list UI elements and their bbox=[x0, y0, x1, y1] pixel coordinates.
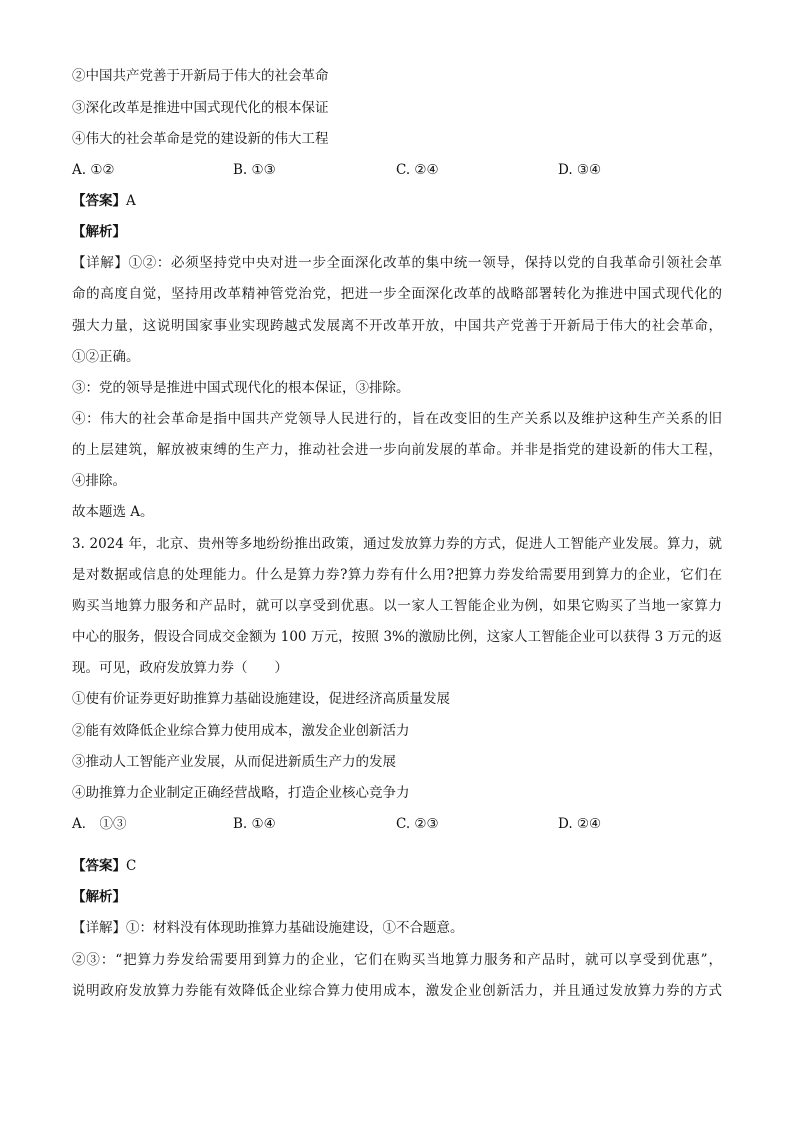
q2-item-4: ④伟大的社会革命是党的建设新的伟大工程 bbox=[72, 131, 329, 147]
q3-stem-line-1: 3. 2024 年，北京、贵州等多地纷纷推出政策，通过发放算力券的方式，促进人工智能产业发展。算力，就 bbox=[72, 536, 722, 552]
q3-analysis-label: 【解析】 bbox=[72, 889, 126, 905]
q3-option-a: A． ①③ bbox=[72, 816, 127, 832]
q3-item-1: ①使有价证券更好助推算力基础设施建设，促进经济高质量发展 bbox=[72, 691, 450, 707]
q2-detail-line-1: 【详解】①②：必须坚持党中央对进一步全面深化改革的集中统一领导，保持以党的自我革命引领社会革 bbox=[72, 255, 722, 271]
q2-item-3: ③深化改革是推进中国式现代化的根本保证 bbox=[72, 100, 329, 116]
q2-option-c: C. ②④ bbox=[396, 162, 439, 178]
q3-detail-line-2: ②③：“把算力券发给需要用到算力的企业，它们在购买当地算力服务和产品时，就可以享受到优惠”， bbox=[72, 952, 722, 968]
q2-detail-line-4: ①②正确。 bbox=[72, 349, 140, 365]
q2-detail-line-3: 强大力量，这说明国家事业实现跨越式发展离不开改革开放，中国共产党善于开新局于伟大的社会革命， bbox=[72, 318, 722, 334]
q2-detail-line-8: ④排除。 bbox=[72, 473, 126, 489]
q2-answer bbox=[72, 191, 136, 211]
q3-answer-value: C bbox=[126, 858, 137, 874]
q3-item-4: ④助推算力企业制定正确经营战略，打造企业核心竞争力 bbox=[72, 785, 410, 801]
q2-option-d: D. ③④ bbox=[558, 162, 602, 178]
q2-item-2: ②中国共产党善于开新局于伟大的社会革命 bbox=[72, 68, 329, 84]
q2-options bbox=[72, 160, 722, 180]
q3-stem-line-2: 是对数据或信息的处理能力。什么是算力券?算力券有什么用?把算力券发给需要用到算力的企业，它们在 bbox=[72, 567, 722, 583]
q2-conclusion: 故本题选 A。 bbox=[72, 504, 154, 520]
q2-detail-line-5: ③：党的领导是推进中国式现代化的根本保证，③排除。 bbox=[72, 380, 410, 396]
q2-option-a: A. ①② bbox=[72, 162, 115, 178]
q2-analysis-label: 【解析】 bbox=[72, 224, 126, 240]
q3-answer bbox=[72, 856, 136, 876]
q3-option-d: D. ②④ bbox=[558, 816, 602, 832]
q2-answer-label: 【答案】 bbox=[72, 193, 126, 209]
q3-answer-label: 【答案】 bbox=[72, 858, 126, 874]
q2-option-b: B. ①③ bbox=[233, 162, 276, 178]
q3-stem-line-5: 现。可见，政府发放算力券（ ） bbox=[72, 660, 288, 676]
q3-item-3: ③推动人工智能产业发展，从而促进新质生产力的发展 bbox=[72, 754, 396, 770]
q2-detail-line-7: 的上层建筑，解放被束缚的生产力，推动社会进一步向前发展的革命。并非是指党的建设新的伟大工程， bbox=[72, 442, 722, 458]
q2-detail-line-2: 命的高度自觉，坚持用改革精神管党治党，把进一步全面深化改革的战略部署转化为推进中国式现代化的 bbox=[72, 286, 722, 302]
q3-detail-line-3: 说明政府发放算力券能有效降低企业综合算力使用成本，激发企业创新活力，并且通过发放算力券的方式 bbox=[72, 983, 722, 999]
q3-detail-line-1: 【详解】①：材料没有体现助推算力基础设施建设，①不合题意。 bbox=[72, 920, 464, 936]
q3-item-2: ②能有效降低企业综合算力使用成本，激发企业创新活力 bbox=[72, 723, 410, 739]
q3-stem-line-4: 中心的服务，假设合同成交金额为 100 万元，按照 3%的激励比例，这家人工智能企业可以获得 3 万元的返 bbox=[72, 629, 722, 645]
q2-answer-value: A bbox=[126, 193, 136, 209]
q2-detail-line-6: ④：伟大的社会革命是指中国共产党领导人民进行的，旨在改变旧的生产关系以及维护这种生产关系的旧 bbox=[72, 411, 722, 427]
q3-stem-line-3: 购买当地算力服务和产品时，就可以享受到优惠。以一家人工智能企业为例，如果它购买了当地一家算力 bbox=[72, 598, 722, 614]
q3-option-c: C. ②③ bbox=[396, 816, 439, 832]
q3-options bbox=[72, 814, 722, 834]
q3-option-b: B. ①④ bbox=[233, 816, 276, 832]
